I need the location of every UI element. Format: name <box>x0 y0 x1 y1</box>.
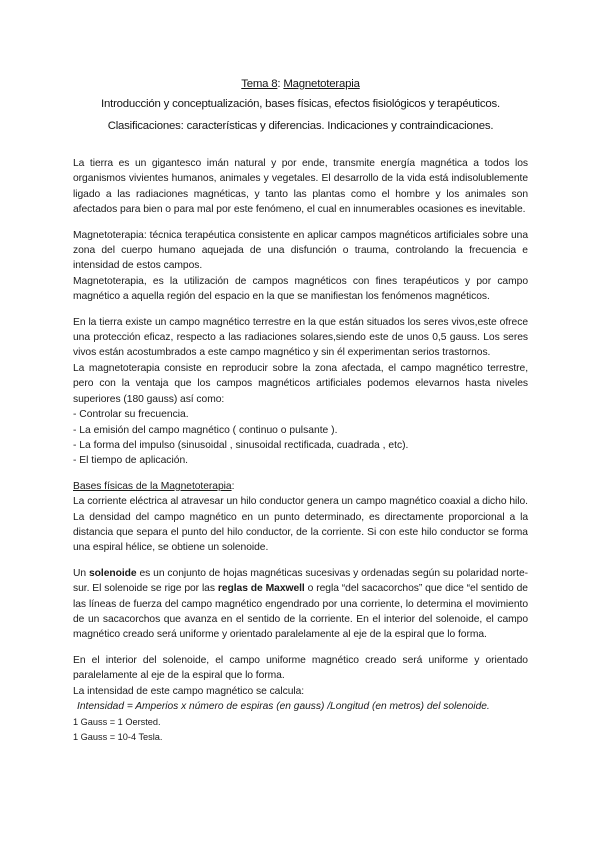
paragraph-earth-field: En la tierra existe un campo magnético terrestre en la que están situados los seres vivos,este ofrece una protección eficaz, respecto a las radiaciones solares,siendo este de unos 0,5 gauss. Los seres vivos están acostumbrados a este campo magnético y sin él experimentan serios trastornos. <box>73 316 528 359</box>
paragraph-solenoid-interior: En el interior del solenoide, el campo uniforme magnético creado será uniforme y orientado paralelamente al eje de la espiral que lo forma. <box>73 654 528 682</box>
intensity-formula: Intensidad = Amperios x número de espiras (en gauss) /Longitud (en metros) del solenoide. <box>77 701 490 712</box>
page-title <box>73 76 528 92</box>
list-item: - La forma del impulso (sinusoidal , sinusoidal rectificada, cuadrada , etc). <box>73 439 409 451</box>
solenoid-term: solenoide <box>88 567 137 579</box>
paragraph-current: La corriente eléctrica al atravesar un hilo conductor genera un campo magnético coaxial a dicho hilo. La densidad del campo magnético en un punto determinado, es directamente proporcional a la distancia que separa el punto del hilo conductor, de la corriente. Si con este hilo conductor se forma una espiral hélice, se obtiene un solenoide. <box>73 496 528 554</box>
paragraph-intro: La tierra es un gigantesco imán natural y por ende, transmite energía magnética a todos los organismos vivientes humanos, animales y vegetales. El desarrollo de la vida está indisolublemente ligado a las radiaciones magnéticas, y tanto las plantas como el hombre y los animales son afectados para bien o para mal por este fenómeno, el cual en innumerables ocasiones es inevitable. <box>73 158 528 216</box>
solenoid-text-b: es un conjunto de hojas magnéticas sucesivas y ordenadas según su polaridad norte-sur. El solenoide se rige por las <box>73 567 528 595</box>
paragraph-intensity-intro: La intensidad de este campo magnético se calcula: <box>73 685 305 697</box>
document-header <box>73 76 528 134</box>
paragraph-solenoid <box>73 566 528 643</box>
control-list <box>73 407 528 469</box>
title-main: Magnetoterapia <box>283 78 360 90</box>
subtitle-line-2: Clasificaciones: características y diferencias. Indicaciones y contraindicaciones. <box>107 120 494 132</box>
list-item: - Controlar su frecuencia. <box>73 409 189 421</box>
section-heading-bases <box>73 479 528 494</box>
paragraph-definition-1: Magnetoterapia: técnica terapéutica consistente en aplicar campos magnéticos artificiales sobre una zona del cuerpo humano aquejada de una disfunción o trauma, controlando la frecuencia e intensidad de estos campos. <box>73 229 528 272</box>
equivalence-gauss-tesla: 1 Gauss = 10-4 Tesla. <box>73 731 163 742</box>
title-separator: : <box>277 78 284 90</box>
list-item: - El tiempo de aplicación. <box>73 455 189 467</box>
solenoid-text-c: o regla “del sacacorchos” que dice “el sentido de las líneas de fuerza del campo magnético engendrado por una corriente, lo determina el movimiento de un sacacorchos que avanza en el sentido de la corriente. En el interior del solenoide, el campo magnético creado será uniforme y orientado paralelamente al eje de la espiral que lo forma. <box>73 583 528 641</box>
bases-heading-text: Bases físicas de la Magnetoterapia <box>73 480 232 492</box>
maxwell-term: reglas de Maxwell <box>217 583 305 595</box>
solenoid-text-a: Un <box>73 567 89 579</box>
equivalence-gauss-oersted: 1 Gauss = 1 Oersted. <box>73 717 161 727</box>
paragraph-magnetotherapy-consists: La magnetoterapia consiste en reproducir sobre la zona afectada, el campo magnético terrestre, pero con la ventaja que los campos magnéticos artificiales podemos elevarnos hasta niveles superiores (180 gauss) así como: <box>73 362 528 405</box>
list-item: - La emisión del campo magnético ( continuo o pulsante ). <box>73 424 338 436</box>
title-prefix: Tema 8 <box>241 78 278 90</box>
bases-heading-colon: : <box>231 480 235 492</box>
paragraph-definition-2: Magnetoterapia, es la utilización de campos magnéticos con fines terapéuticos y por campo magnético a aquella región del espacio en la que se manifiestan los fenómenos magnéticos. <box>73 275 528 303</box>
subtitle-line-1: Introducción y conceptualización, bases físicas, efectos fisiológicos y terapéuticos. <box>101 98 500 110</box>
document-body <box>73 156 528 744</box>
